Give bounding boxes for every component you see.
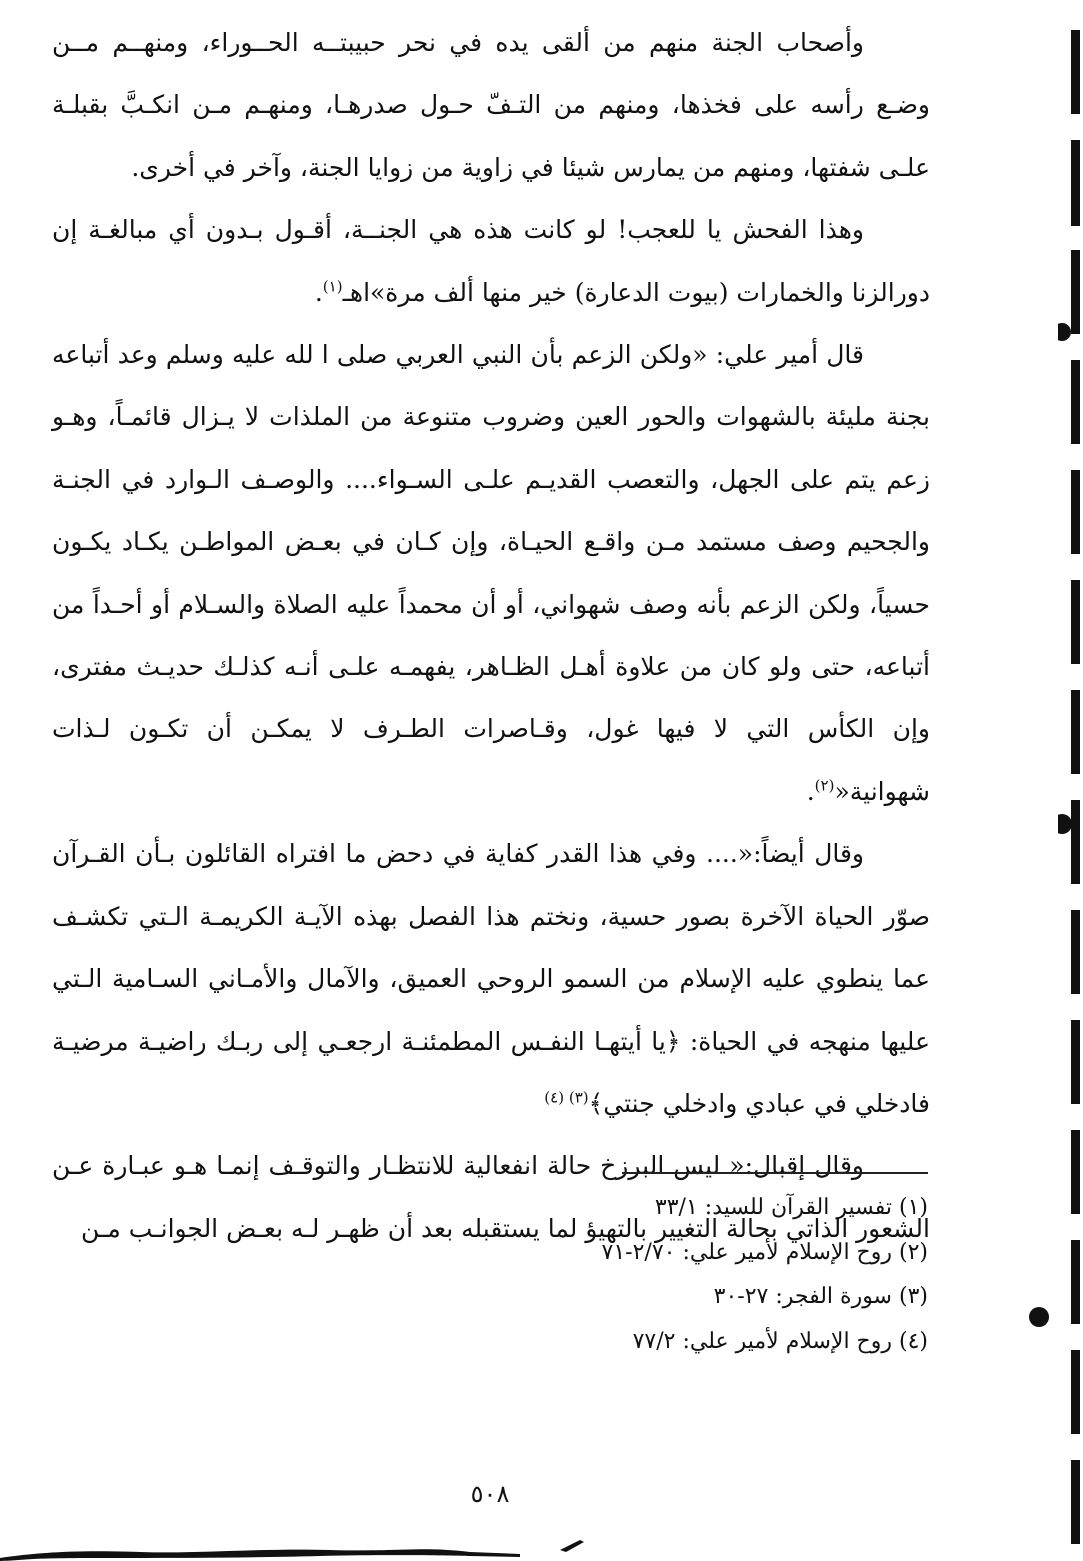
punch-mark bbox=[1024, 1302, 1054, 1332]
page-number: ٥٠٨ bbox=[470, 1480, 510, 1508]
paragraph-1 bbox=[52, 12, 930, 199]
footnote-ref-2: (٢) bbox=[814, 776, 835, 795]
footnote-3: (٣) سورة الفجر: ٢٧-٣٠ bbox=[713, 1284, 928, 1309]
paragraph-2-text: وهذا الفحش يا للعجب! لو كانت هذه هي الجنــة، أقـول بـدون أي مبالغـة إن دورالزنا والخمارات (بيوت الدعارة) خير منها ألف مرة»اهـ bbox=[52, 215, 930, 307]
binding-holes bbox=[1058, 0, 1083, 1561]
paragraph-2-tail: . bbox=[314, 277, 323, 307]
paragraph-4 bbox=[52, 823, 930, 1135]
footnotes bbox=[300, 1186, 928, 1364]
paragraph-1-text: وأصحاب الجنة منهم من ألقى يده في نحر حبيبتــه الحــوراء، ومنهــم مــن وضـع رأسه على فخذها، ومنهم من التـفّ حـول صدرهـا، ومنهـم مـن انكـبَّ بقبلـة علـى شفتها، ومنهم من يمارس شيئا في زاوية من زوايا الجنة، وآخر في أخرى. bbox=[52, 28, 930, 182]
footnote-4: (٤) روح الإسلام لأمير علي: ٧٧/٢ bbox=[632, 1328, 928, 1354]
footnote-2: (٢) روح الإسلام لأمير علي: ٢/٧٠-٧١ bbox=[601, 1239, 928, 1265]
paragraph-3 bbox=[52, 324, 930, 823]
footnote-ref-3-4: (٣) (٤) bbox=[544, 1088, 589, 1107]
paragraph-5-text: وقال إقبال:« ليس البرزخ حالة انفعالية للانتظـار والتوقـف إنمـا هـو عبـارة عـن الشعور الذاتي بحالة التغيير بالتهيؤ لما يستقبله بعد أن ظهـر لـه بعـض الجوانـب مـن bbox=[52, 1151, 930, 1243]
footnote-ref-1: (١) bbox=[322, 277, 343, 296]
footnote-1: (١) تفسير القرآن للسيد: ٣٣/١ bbox=[654, 1195, 928, 1220]
paragraph-4-text: وقال أيضاً:«.... وفي هذا القدر كفاية في دحض ما افتراه القائلون بـأن القـرآن صوّر الحياة الآخرة بصور حسية، ونختم هذا الفصل بهذه الآيـة الكريمـة الـتي تكشـف عما ينطوي عليه الإسلام من السمو الروحي العميق، والآمال والأمـاني السـامية الـتي عليها منهجه في الحياة: ﴿يا أيتهـا النفـس المطمئنـة ارجعـي إلى ربـك راضيـة مرضيـة فادخلي في عبادي وادخلي جنتي﴾ bbox=[52, 839, 930, 1118]
main-text bbox=[52, 12, 930, 1260]
footnote-divider bbox=[622, 1172, 928, 1174]
paragraph-3-tail: . bbox=[806, 776, 815, 806]
paragraph-2 bbox=[52, 199, 930, 324]
paragraph-3-text: قال أمير علي: «ولكن الزعم بأن النبي العربي صلى ا لله عليه وسلم وعد أتباعه بجنة مليئة بالشهوات والحور العين وضروب متنوعة من الملذات لا يـزال قائمـاً، وهـو زعم يتم على الجهل، والتعصب القديـم علـى السـواء.... والوصـف الـوارد في الجنـة والجحيم وصف مستمد مـن واقـع الحيـاة، وإن كـان في بعـض المواطـن يكـاد يكـون حسياً، ولكن الزعم بأنه وصف شهواني، أو أن محمداً عليه الصلاة والسـلام أو أحـداً من أتباعه، حتى ولو كان من علاوة أهـل الظـاهر، يفهمـه علـى أنـه كذلـك حديـث مفترى، وإن الكأس التي لا فيها غول، وقـاصرات الطـرف لا يمكـن أن تكـون لـذات شهوانية« bbox=[52, 340, 930, 806]
scan-edge-marks bbox=[0, 1528, 600, 1561]
